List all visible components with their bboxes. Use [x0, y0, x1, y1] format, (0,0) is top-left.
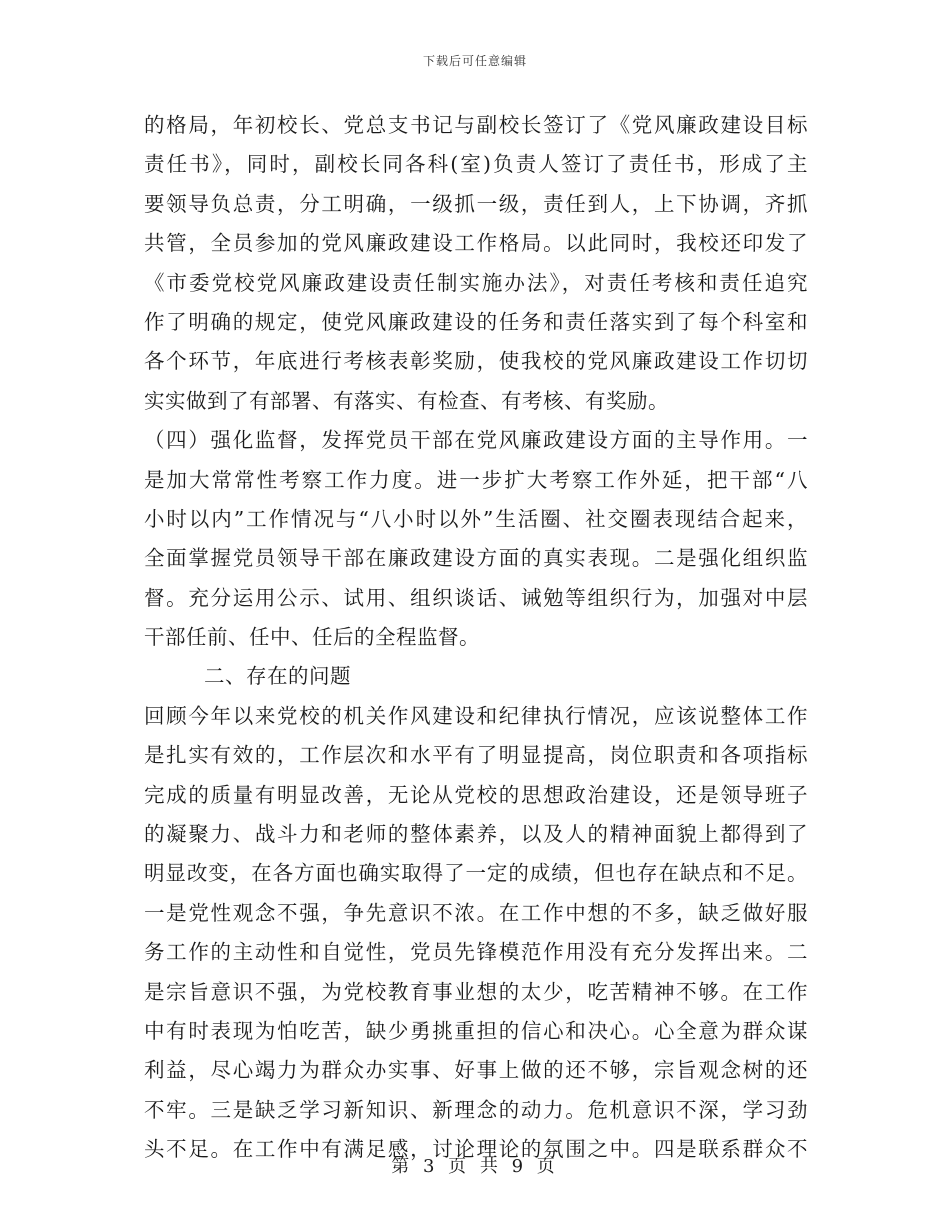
body-line: 不牢。三是缺乏学习新知识、新理念的动力。危机意识不深，学习劲 — [144, 1097, 808, 1122]
body-line: 共管，全员参加的党风廉政建设工作格局。以此同时，我校还印发了 — [144, 231, 808, 256]
body-line: 小时以内”工作情况与“八小时以外”生活圈、社交圈表现结合起来， — [144, 506, 808, 531]
body-line: 回顾今年以来党校的机关作风建设和纪律执行情况，应该说整体工作 — [144, 703, 808, 728]
body-line: 头不足。在工作中有满足感，讨论理论的氛围之中。四是联系群众不 — [144, 1137, 808, 1162]
body-line: 是宗旨意识不强，为党校教育事业想的太少，吃苦精神不够。在工作 — [144, 979, 808, 1004]
body-line: 中有时表现为怕吃苦，缺少勇挑重担的信心和决心。心全意为群众谋 — [144, 1018, 808, 1043]
body-line: 《市委党校党风廉政建设责任制实施办法》，对责任考核和责任追究 — [144, 270, 808, 295]
body-line: 责任书》，同时，副校长同各科(室)负责人签订了责任书，形成了主 — [144, 152, 808, 177]
body-line: 实实做到了有部署、有落实、有检查、有考核、有奖励。 — [144, 388, 669, 413]
body-line: 利益，尽心竭力为群众办实事、好事上做的还不够，宗旨观念树的还 — [144, 1058, 808, 1083]
body-line: 一是党性观念不强，争先意识不浓。在工作中想的不多，缺乏做好服 — [144, 900, 808, 925]
page-number-footer: 第 3 页 共 9 页 — [391, 1156, 559, 1177]
body-line: 督。充分运用公示、试用、组织谈话、诫勉等组织行为，加强对中层 — [144, 585, 808, 610]
body-line: 要领导负总责，分工明确，一级抓一级，责任到人，上下协调，齐抓 — [144, 191, 808, 216]
body-line: 完成的质量有明显改善，无论从党校的思想政治建设，还是领导班子 — [144, 782, 808, 807]
body-line: 作了明确的规定，使党风廉政建设的任务和责任落实到了每个科室和 — [144, 309, 808, 334]
body-line: 的凝聚力、战斗力和老师的整体素养，以及人的精神面貌上都得到了 — [144, 822, 808, 847]
body-line: （四）强化监督，发挥党员干部在党风廉政建设方面的主导作用。一 — [144, 428, 808, 453]
section-heading: 二、存在的问题 — [204, 664, 351, 689]
body-line: 的格局，年初校长、党总支书记与副校长签订了《党风廉政建设目标 — [144, 113, 808, 137]
body-line: 是扎实有效的，工作层次和水平有了明显提高，岗位职责和各项指标 — [144, 743, 808, 768]
body-line: 各个环节，年底进行考核表彰奖励，使我校的党风廉政建设工作切切 — [144, 349, 808, 374]
body-line: 务工作的主动性和自觉性，党员先锋模范作用没有充分发挥出来。二 — [144, 940, 808, 965]
page-header-note: 下载后可任意编辑 — [422, 54, 527, 68]
document-body — [144, 106, 808, 1170]
body-line: 干部任前、任中、任后的全程监督。 — [144, 625, 480, 650]
body-line: 是加大常常性考察工作力度。进一步扩大考察工作外延，把干部“八 — [144, 467, 808, 492]
body-line: 全面掌握党员领导干部在廉政建设方面的真实表现。二是强化组织监 — [144, 546, 808, 571]
body-line: 明显改变，在各方面也确实取得了一定的成绩，但也存在缺点和不足。 — [144, 861, 808, 886]
